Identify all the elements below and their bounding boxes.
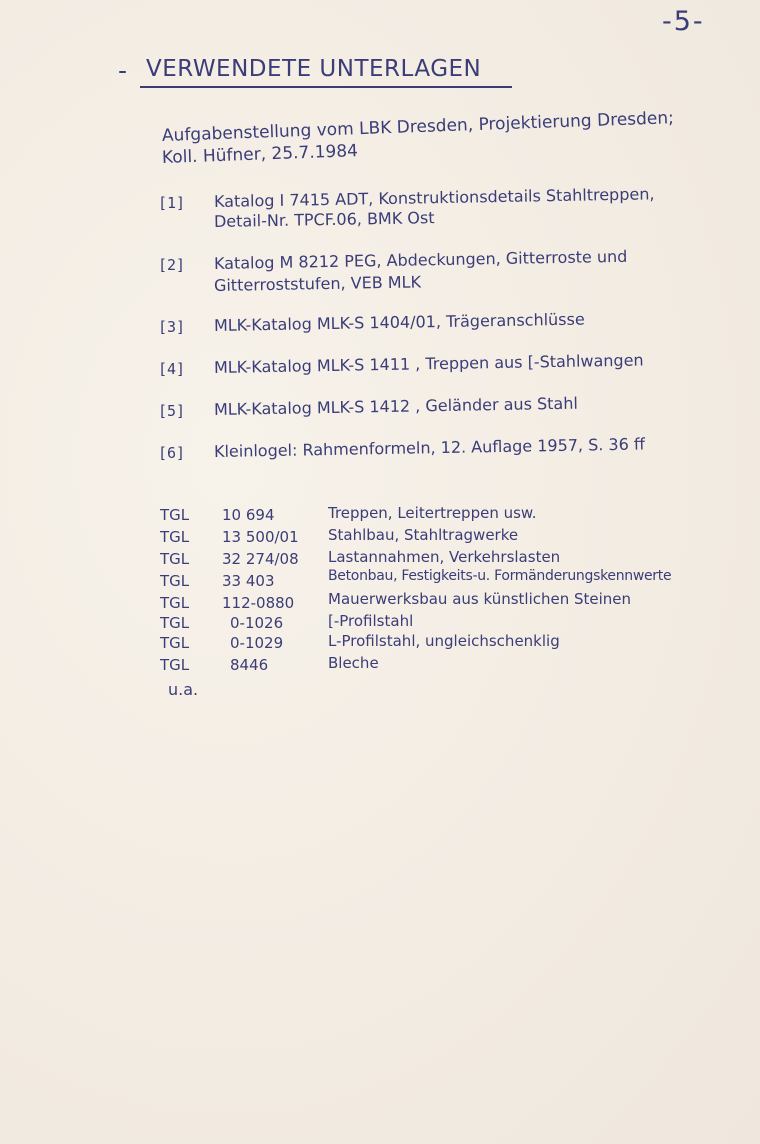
reference-3-line-1: MLK-Katalog MLK-S 1404/01, Trägeranschlüsse	[213, 309, 585, 335]
standard-description: Bleche	[328, 654, 379, 672]
standard-description: Lastannahmen, Verkehrslasten	[328, 548, 561, 566]
standard-prefix: TGL	[160, 614, 190, 632]
page-title: VERWENDETE UNTERLAGEN	[146, 56, 482, 82]
reference-6-line-1: Kleinlogel: Rahmenformeln, 12. Auflage 1957, S. 36 ff	[213, 434, 646, 461]
reference-2-line-2: Gitterroststufen, VEB MLK	[213, 272, 422, 295]
reference-tag-1: [1]	[158, 194, 186, 212]
reference-tag-6: [6]	[158, 444, 186, 462]
standard-description: Treppen, Leitertreppen usw.	[328, 504, 537, 522]
standard-prefix: TGL	[160, 528, 190, 546]
standards-end-note: u.a.	[168, 680, 199, 699]
standard-description: L-Profilstahl, ungleichschenklig	[328, 632, 560, 650]
reference-tag-5: [5]	[158, 402, 186, 420]
standard-description: [-Profilstahl	[328, 612, 414, 630]
reference-2-line-1: Katalog M 8212 PEG, Abdeckungen, Gitterroste und	[213, 246, 628, 273]
standard-description: Betonbau, Festigkeits-u. Formänderungskennwerte	[328, 568, 672, 584]
standard-number: 32 274/08	[222, 550, 299, 568]
assignment-line-1: Aufgabenstellung vom LBK Dresden, Projektierung Dresden;	[161, 108, 675, 146]
standard-prefix: TGL	[160, 594, 190, 612]
page-number: -5-	[662, 6, 705, 37]
standard-prefix: TGL	[160, 506, 190, 524]
standard-prefix: TGL	[160, 634, 190, 652]
reference-tag-2: [2]	[158, 256, 186, 274]
reference-tag-4: [4]	[158, 360, 186, 378]
standard-prefix: TGL	[160, 550, 190, 568]
standard-number: 8446	[230, 656, 269, 674]
reference-1-line-2: Detail-Nr. TPCF.06, BMK Ost	[213, 208, 435, 231]
reference-4-line-1: MLK-Katalog MLK-S 1411 , Treppen aus [-Stahlwangen	[213, 350, 644, 377]
standard-description: Mauerwerksbau aus künstlichen Steinen	[328, 590, 632, 608]
reference-tag-3: [3]	[158, 318, 186, 336]
standard-number: 10 694	[222, 506, 275, 524]
title-dash: -	[118, 56, 128, 85]
standard-description: Stahlbau, Stahltragwerke	[328, 526, 519, 544]
standard-number: 13 500/01	[222, 528, 299, 546]
standard-prefix: TGL	[160, 656, 190, 674]
standard-prefix: TGL	[160, 572, 190, 590]
reference-5-line-1: MLK-Katalog MLK-S 1412 , Geländer aus Stahl	[213, 393, 579, 419]
title-underline	[140, 86, 512, 88]
assignment-line-2: Koll. Hüfner, 25.7.1984	[161, 141, 359, 168]
standard-number: 33 403	[222, 572, 275, 590]
reference-1-line-1: Katalog I 7415 ADT, Konstruktionsdetails Stahltreppen,	[213, 184, 655, 211]
standard-number: 112-0880	[222, 594, 295, 612]
standard-number: 0-1026	[230, 614, 284, 632]
standard-number: 0-1029	[230, 634, 284, 652]
